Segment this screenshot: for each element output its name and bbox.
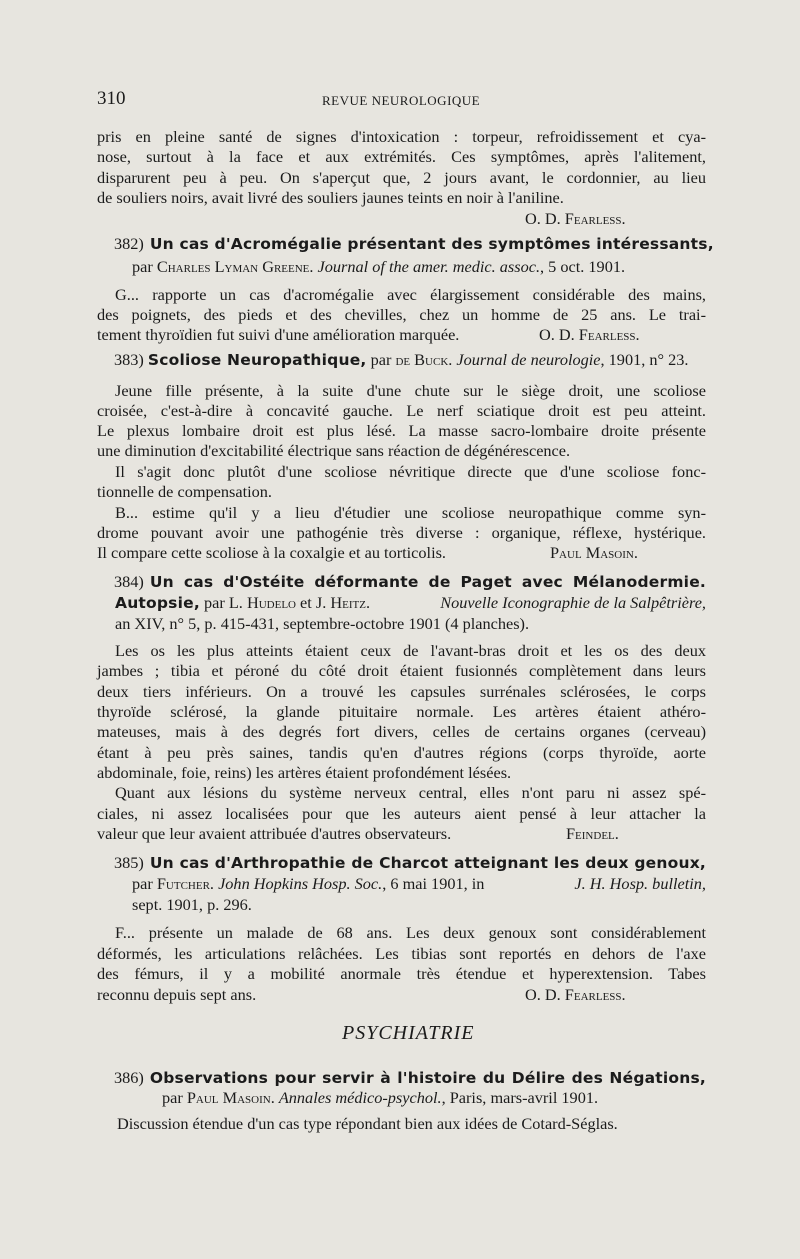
entry-383-line-2: croisée, c'est-à-dire à concavité gauche. Le nerf sciatique droit est peu atteint. bbox=[97, 401, 706, 420]
entry-383-heading bbox=[114, 350, 688, 370]
citation-by: par bbox=[366, 350, 396, 369]
entry-383-line-1: Jeune fille présente, à la suite d'une chute sur le siège droit, une scoliose bbox=[115, 381, 706, 400]
entry-382-heading bbox=[114, 234, 714, 254]
entry-385-reference: sept. 1901, p. 296. bbox=[132, 895, 252, 914]
page-number: 310 bbox=[97, 88, 126, 109]
entry-number: 386) bbox=[114, 1068, 144, 1087]
journal: Annales médico-psychol. bbox=[278, 1088, 442, 1107]
entry-382-citation: par Charles Lyman Greene. Journal of the amer. medic. assoc., 5 oct. 1901. bbox=[132, 257, 626, 276]
entry-382-line-3: tement thyroïdien fut suivi d'une amélioration marquée. bbox=[97, 325, 460, 344]
entry-title: Un cas d'Arthropathie de Charcot atteignant les deux genoux, bbox=[149, 854, 706, 872]
entry-384-line-3: deux tiers inférieurs. On a trouvé les capsules surrénales sclérosées, le corps bbox=[97, 682, 706, 701]
intro-line-4: de souliers noirs, avait livré des souliers jaunes teints en noir à l'aniline. bbox=[97, 188, 564, 207]
running-title: REVUE NEUROLOGIQUE bbox=[322, 93, 481, 108]
entry-384-line-10: valeur que leur avaient attribuée d'autres observateurs. bbox=[97, 824, 452, 843]
entry-384-line-8: Quant aux lésions du système nerveux central, elles n'ont paru ni assez spé- bbox=[115, 783, 706, 802]
entry-384-line-9: ciales, ni assez localisées pour que les auteurs aient pensé à leur attacher la bbox=[97, 804, 706, 823]
entry-title: Scoliose Neuropathique, bbox=[147, 351, 367, 369]
entry-383-line-6: tionnelle de compensation. bbox=[97, 482, 272, 501]
entry-384-line-7: abdominale, foie, reins) les artères étaient profondément lésées. bbox=[97, 763, 512, 782]
entry-number: 385) bbox=[114, 853, 144, 872]
citation-separator: . bbox=[448, 350, 457, 369]
intro-line-1: pris en pleine santé de signes d'intoxication : torpeur, refroidissement et cya- bbox=[97, 127, 706, 146]
journal: John Hopkins Hosp. Soc. bbox=[218, 874, 383, 893]
entry-383-line-4: une diminution d'excitabilité électrique sans réaction de dégénérescence. bbox=[97, 441, 571, 460]
journal: Journal of the amer. medic. assoc. bbox=[317, 257, 541, 276]
entry-384-line-5: mateuses, mais à des degrés fort divers, celles de certains organes (cerveau) bbox=[97, 722, 706, 741]
citation-separator: . bbox=[209, 874, 219, 893]
citation-date: , 6 mai 1901, in bbox=[382, 874, 489, 893]
entry-384-heading bbox=[114, 572, 706, 592]
citation-separator: . bbox=[365, 593, 375, 612]
citation-by: par bbox=[162, 1088, 187, 1107]
journal: J. H. Hosp. bulletin, bbox=[574, 874, 706, 893]
citation-by: par bbox=[132, 874, 157, 893]
signature: O. D. Fearless. bbox=[525, 985, 626, 1004]
author: Futcher bbox=[156, 874, 210, 893]
signature: O. D. Fearless. bbox=[539, 325, 640, 344]
signature: Feindel. bbox=[566, 824, 619, 843]
entry-384-reference: an XIV, n° 5, p. 415-431, septembre-octobre 1901 (4 planches). bbox=[115, 614, 530, 633]
entry-385-citation bbox=[132, 874, 706, 894]
entry-384-line-6: étant à peu près saines, tandis qu'en d'autres régions (corps thyroïde, aorte bbox=[97, 743, 706, 762]
entry-383-line-3: Le plexus lombaire droit est plus lésé. La masse sacro-lombaire droite présente bbox=[97, 421, 706, 440]
entry-number: 383) bbox=[114, 350, 144, 369]
journal: Journal de neurologie bbox=[456, 350, 601, 369]
entry-386-citation bbox=[162, 1088, 598, 1108]
signature: O. D. Fearless. bbox=[525, 209, 626, 228]
citation-by: par bbox=[132, 257, 157, 276]
author: Hudelo bbox=[246, 593, 296, 612]
entry-title: Un cas d'Acromégalie présentant des symptômes intéressants, bbox=[149, 235, 714, 253]
entry-385-line-4: reconnu depuis sept ans. bbox=[97, 985, 257, 1004]
entry-number: 382) bbox=[114, 234, 144, 253]
entry-383-line-8: drome pouvant avoir une pathogénie très diverse : organique, réflexe, hystérique. bbox=[97, 523, 706, 542]
author: Paul Masoin bbox=[186, 1088, 271, 1107]
entry-385-line-1: F... présente un malade de 68 ans. Les deux genoux sont considérablement bbox=[115, 923, 706, 942]
entry-385-line-3: des fémurs, il y a mobilité anormale très étendue et hyperextension. Tabes bbox=[97, 964, 706, 983]
entry-386-line-1: Discussion étendue d'un cas type répondant bien aux idées de Cotard-Séglas. bbox=[117, 1114, 618, 1133]
entry-383-line-5: Il s'agit donc plutôt d'une scoliose névritique directe que d'une scoliose fonc- bbox=[115, 462, 706, 481]
entry-382-line-2: des poignets, des pieds et des chevilles, chez un homme de 25 ans. Le trai- bbox=[97, 305, 706, 324]
citation-by: par L. bbox=[199, 593, 247, 612]
entry-384-line-1: Les os les plus atteints étaient ceux de l'avant-bras droit et les os des deux bbox=[115, 641, 706, 660]
entry-384-line-4: thyroïde sclérosé, la glande pituitaire normale. Les artères étaient athéro- bbox=[97, 702, 706, 721]
entry-title: Observations pour servir à l'histoire du Délire des Négations, bbox=[149, 1069, 706, 1087]
author: de Buck bbox=[395, 350, 449, 369]
journal: Nouvelle Iconographie de la Salpêtrière, bbox=[440, 593, 706, 612]
entry-title: Un cas d'Ostéite déformante de Paget avec Mélanodermie. bbox=[149, 573, 706, 591]
entry-385-line-2: déformés, les articulations relâchées. Les tibias sont reportés en dehors de l'axe bbox=[97, 944, 706, 963]
entry-383-line-9: Il compare cette scoliose à la coxalgie et au torticolis. bbox=[97, 543, 446, 562]
entry-386-heading bbox=[114, 1068, 706, 1088]
entry-382-line-1: G... rapporte un cas d'acromégalie avec élargissement considérable des mains, bbox=[115, 285, 706, 304]
citation-date: , 1901, n° 23. bbox=[600, 350, 689, 369]
author: Heitz bbox=[330, 593, 366, 612]
citation-and: et J. bbox=[295, 593, 331, 612]
intro-line-3: disparurent peu à peu. On s'aperçut que, 2 jours avant, le cordonnier, au lieu bbox=[97, 168, 706, 187]
entry-number: 384) bbox=[114, 572, 144, 591]
intro-line-2: nose, surtout à la face et aux extrémités. Ces symptômes, après l'alitement, bbox=[97, 147, 706, 166]
entry-title-continued: Autopsie, bbox=[115, 594, 200, 612]
author: Charles Lyman Greene bbox=[156, 257, 310, 276]
entry-385-heading bbox=[114, 853, 706, 873]
entry-383-line-7: B... estime qu'il y a lieu d'étudier une scoliose neuropathique comme syn- bbox=[115, 503, 706, 522]
entry-384-line-2: jambes ; tibia et péroné du côté droit étaient fusionnés complètement dans leurs bbox=[97, 661, 706, 680]
citation-date: , Paris, mars-avril 1901. bbox=[441, 1088, 599, 1107]
citation-date: , 5 oct. 1901. bbox=[540, 257, 626, 276]
citation-separator: . bbox=[270, 1088, 279, 1107]
section-title: PSYCHIATRIE bbox=[342, 1022, 475, 1044]
entry-384-citation bbox=[115, 593, 706, 613]
signature: Paul Masoin. bbox=[550, 543, 638, 562]
